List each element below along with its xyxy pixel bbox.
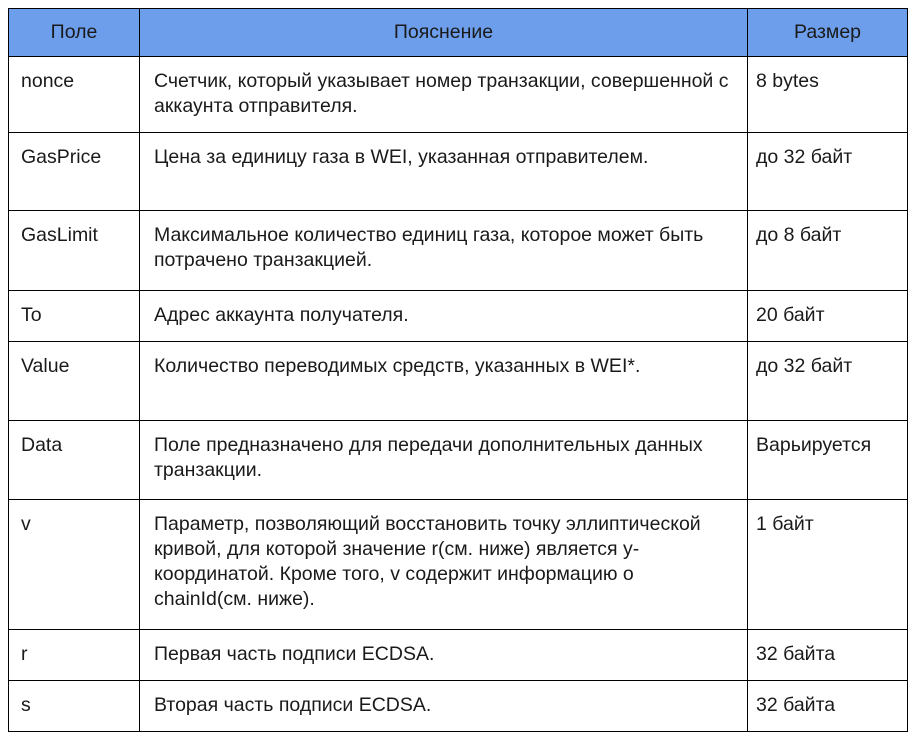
header-size: Размер: [748, 9, 908, 57]
cell-field: s: [9, 681, 140, 732]
cell-size: 1 байт: [748, 500, 908, 630]
cell-description: Адрес аккаунта получателя.: [140, 291, 748, 342]
cell-field: Data: [9, 421, 140, 500]
transaction-fields-table: [8, 8, 908, 732]
cell-size: Варьируется: [748, 421, 908, 500]
cell-size: 20 байт: [748, 291, 908, 342]
cell-size: 8 bytes: [748, 57, 908, 133]
table-header-row: [9, 9, 908, 57]
table-row: [9, 342, 908, 421]
cell-field: Value: [9, 342, 140, 421]
cell-description: Счетчик, который указывает номер транзакции, совершенной с аккаунта отправителя.: [140, 57, 748, 133]
table-row: [9, 500, 908, 630]
cell-description: Количество переводимых средств, указанных в WEI*.: [140, 342, 748, 421]
cell-field: GasLimit: [9, 211, 140, 291]
cell-field: v: [9, 500, 140, 630]
cell-field: To: [9, 291, 140, 342]
cell-description: Параметр, позволяющий восстановить точку эллиптической кривой, для которой значение r(см. ниже) является y-координатой. Кроме того, v содержит информацию о chainId(см. ниже).: [140, 500, 748, 630]
header-field: Поле: [9, 9, 140, 57]
cell-size: 32 байта: [748, 681, 908, 732]
table-row: [9, 630, 908, 681]
cell-size: до 8 байт: [748, 211, 908, 291]
table-row: [9, 681, 908, 732]
cell-size: 32 байта: [748, 630, 908, 681]
table-row: [9, 211, 908, 291]
cell-description: Первая часть подписи ECDSA.: [140, 630, 748, 681]
cell-field: nonce: [9, 57, 140, 133]
cell-size: до 32 байт: [748, 342, 908, 421]
table-row: [9, 133, 908, 211]
cell-field: GasPrice: [9, 133, 140, 211]
header-description: Пояснение: [140, 9, 748, 57]
cell-field: r: [9, 630, 140, 681]
table-row: [9, 421, 908, 500]
table-row: [9, 291, 908, 342]
cell-size: до 32 байт: [748, 133, 908, 211]
cell-description: Максимальное количество единиц газа, которое может быть потрачено транзакцией.: [140, 211, 748, 291]
table-row: [9, 57, 908, 133]
cell-description: Вторая часть подписи ECDSA.: [140, 681, 748, 732]
cell-description: Поле предназначено для передачи дополнительных данных транзакции.: [140, 421, 748, 500]
cell-description: Цена за единицу газа в WEI, указанная отправителем.: [140, 133, 748, 211]
